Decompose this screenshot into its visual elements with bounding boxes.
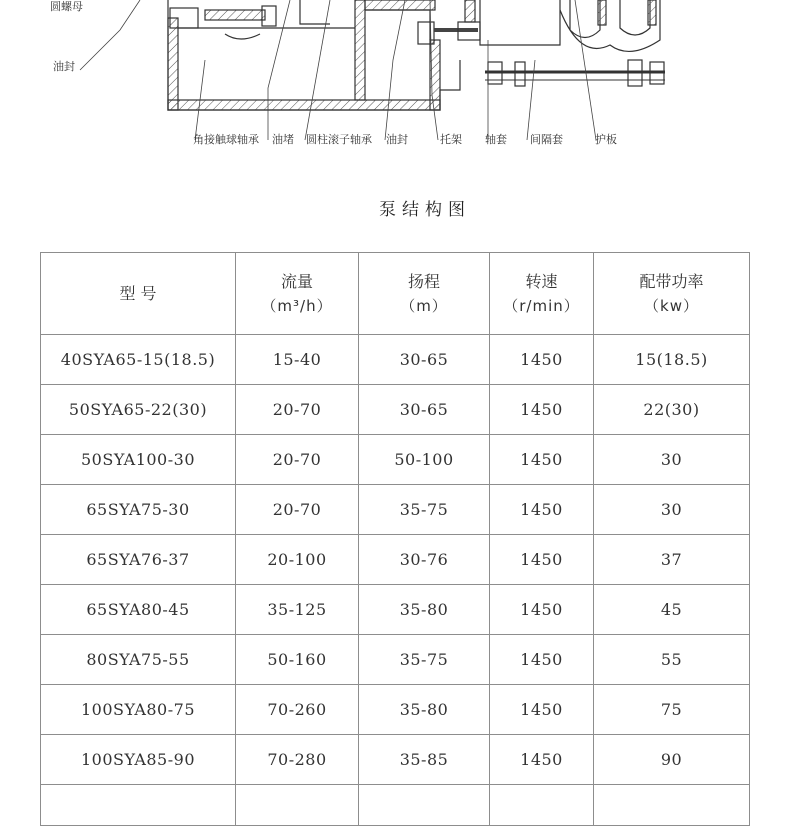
table-row (41, 485, 750, 535)
cell-flow: 20-100 (236, 535, 359, 585)
cell-power: 30 (594, 435, 750, 485)
cell-head: 30-65 (359, 335, 490, 385)
cell-head: 35-75 (359, 635, 490, 685)
cell-power: 30 (594, 485, 750, 535)
cell-power: 75 (594, 685, 750, 735)
cell-speed: 1450 (490, 635, 594, 685)
header-head (359, 253, 490, 335)
cell-flow: 20-70 (236, 485, 359, 535)
cell-model: 65SYA75-30 (41, 485, 236, 535)
header-speed (490, 253, 594, 335)
table-row (41, 335, 750, 385)
header-name: 扬程 (407, 271, 440, 291)
table-row (41, 735, 750, 785)
header-unit: （m） (400, 296, 448, 315)
cell-model: 100SYA80-75 (41, 685, 236, 735)
cell-head: 30-76 (359, 535, 490, 585)
label-oil-seal-left: 油封 (53, 60, 75, 73)
label-bracket: 托架 (440, 133, 462, 146)
label-spacer-sleeve: 间隔套 (530, 133, 563, 146)
cell-model: 80SYA75-55 (41, 635, 236, 685)
cell-speed: 1450 (490, 585, 594, 635)
label-roller-bearing: 圆柱滚子轴承 (306, 133, 372, 146)
cell-model: 50SYA100-30 (41, 435, 236, 485)
table-row (41, 535, 750, 585)
cell-power: 37 (594, 535, 750, 585)
label-nut: 圆螺母 (50, 0, 83, 13)
cell-model: 50SYA65-22(30) (41, 385, 236, 435)
header-model (41, 253, 236, 335)
label-oil-seal: 油封 (386, 133, 408, 146)
header-name: 型 号 (119, 283, 157, 303)
cell-head: 35-80 (359, 685, 490, 735)
pump-structure-diagram (0, 0, 790, 175)
cell-flow: 20-70 (236, 435, 359, 485)
table-header-row (41, 253, 750, 335)
cell-model: 65SYA80-45 (41, 585, 236, 635)
header-flow (236, 253, 359, 335)
bracket-housing (168, 0, 665, 110)
label-angular-bearing: 角接触球轴承 (193, 133, 259, 146)
cell-flow: 70-260 (236, 685, 359, 735)
cell-speed: 1450 (490, 485, 594, 535)
header-unit: （r/min） (503, 296, 580, 315)
table-row (41, 385, 750, 435)
cell-flow: 70-280 (236, 735, 359, 785)
cell-speed: 1450 (490, 435, 594, 485)
cell-model: 65SYA76-37 (41, 535, 236, 585)
cell-head: 50-100 (359, 435, 490, 485)
table-row (41, 635, 750, 685)
header-power (594, 253, 750, 335)
cell-speed: 1450 (490, 685, 594, 735)
cell-flow: 50-160 (236, 635, 359, 685)
header-unit: （m³/h） (261, 296, 333, 315)
cell-speed: 1450 (490, 735, 594, 785)
header-name: 配带功率 (639, 271, 704, 291)
cell-power: 55 (594, 635, 750, 685)
cell-head: 30-65 (359, 385, 490, 435)
cell-flow: 15-40 (236, 335, 359, 385)
header-unit: （kw） (644, 296, 699, 315)
leader-lines (80, 0, 596, 140)
cell-head: 35-75 (359, 485, 490, 535)
cell-head: 35-80 (359, 585, 490, 635)
label-shaft-sleeve: 轴套 (485, 133, 507, 146)
cell-power: 22(30) (594, 385, 750, 435)
cell-head: 35-85 (359, 735, 490, 785)
cell-flow: 20-70 (236, 385, 359, 435)
cell-model: 40SYA65-15(18.5) (41, 335, 236, 385)
header-name: 转速 (525, 271, 558, 291)
cell-model: 100SYA85-90 (41, 735, 236, 785)
label-oil-plug: 油堵 (272, 133, 294, 146)
cell-speed: 1450 (490, 385, 594, 435)
table-row-cutoff (41, 785, 750, 826)
table-row (41, 685, 750, 735)
table-row (41, 585, 750, 635)
cell-power: 45 (594, 585, 750, 635)
cell-power: 15(18.5) (594, 335, 750, 385)
cell-speed: 1450 (490, 335, 594, 385)
diagram-caption: 泵结构图 (379, 200, 471, 220)
label-guard-plate: 护板 (595, 133, 617, 146)
cell-power: 90 (594, 735, 750, 785)
pump-spec-table (40, 252, 750, 826)
header-name: 流量 (280, 271, 313, 291)
cell-speed: 1450 (490, 535, 594, 585)
table-row (41, 435, 750, 485)
cell-flow: 35-125 (236, 585, 359, 635)
